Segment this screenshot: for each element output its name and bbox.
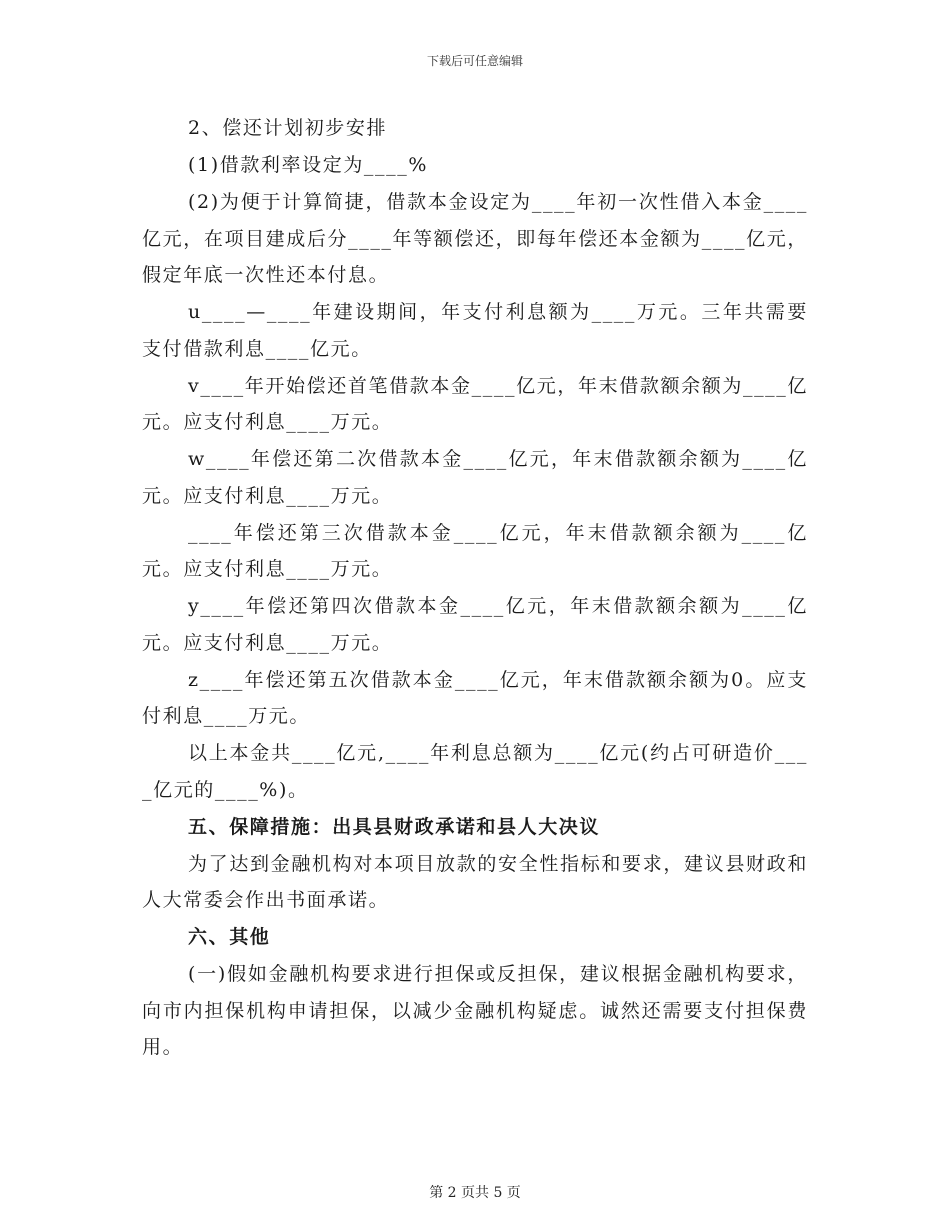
section-heading-other: 六、其他 bbox=[188, 926, 271, 948]
paragraph-fifth-repayment: z____年偿还第五次借款本金____亿元，年末借款额余额为0。应支付利息____万元。 bbox=[142, 668, 808, 727]
paragraph-summary: 以上本金共____亿元,____年利息总额为____亿元(约占可研造价____亿元的____%)。 bbox=[142, 742, 808, 801]
document-body bbox=[142, 110, 808, 1066]
paragraph-fourth-repayment: y____年偿还第四次借款本金____亿元，年末借款额余额为____亿元。应支付利息____万元。 bbox=[142, 595, 808, 654]
paragraph-second-repayment: w____年偿还第二次借款本金____亿元，年末借款额余额为____亿元。应支付利息____万元。 bbox=[142, 448, 808, 507]
section-heading-guarantee: 五、保障措施：出具县财政承诺和县人大决议 bbox=[188, 815, 601, 838]
section-heading-repayment: 2、偿还计划初步安排 bbox=[188, 117, 388, 139]
page-header: 下载后可任意编辑 bbox=[426, 54, 523, 68]
paragraph-principal: (2)为便于计算简捷，借款本金设定为____年初一次性借入本金____亿元，在项目建成后分____年等额偿还，即每年偿还本金额为____亿元，假定年底一次性还本付息。 bbox=[142, 191, 808, 286]
paragraph-third-repayment: ____年偿还第三次借款本金____亿元，年末借款额余额为____亿元。应支付利息____万元。 bbox=[142, 521, 808, 580]
paragraph-construction-interest: u____—____年建设期间，年支付利息额为____万元。三年共需要支付借款利息____亿元。 bbox=[142, 301, 808, 360]
paragraph-first-repayment: v____年开始偿还首笔借款本金____亿元，年末借款额余额为____亿元。应支付利息____万元。 bbox=[142, 374, 808, 433]
paragraph-interest-rate: (1)借款利率设定为____% bbox=[188, 154, 428, 176]
paragraph-other: (一)假如金融机构要求进行担保或反担保，建议根据金融机构要求，向市内担保机构申请担保，以减少金融机构疑虑。诚然还需要支付担保费用。 bbox=[142, 963, 808, 1058]
paragraph-guarantee: 为了达到金融机构对本项目放款的安全性指标和要求，建议县财政和人大常委会作出书面承诺。 bbox=[142, 852, 808, 911]
page-footer: 第 2 页共 5 页 bbox=[429, 1185, 521, 1201]
